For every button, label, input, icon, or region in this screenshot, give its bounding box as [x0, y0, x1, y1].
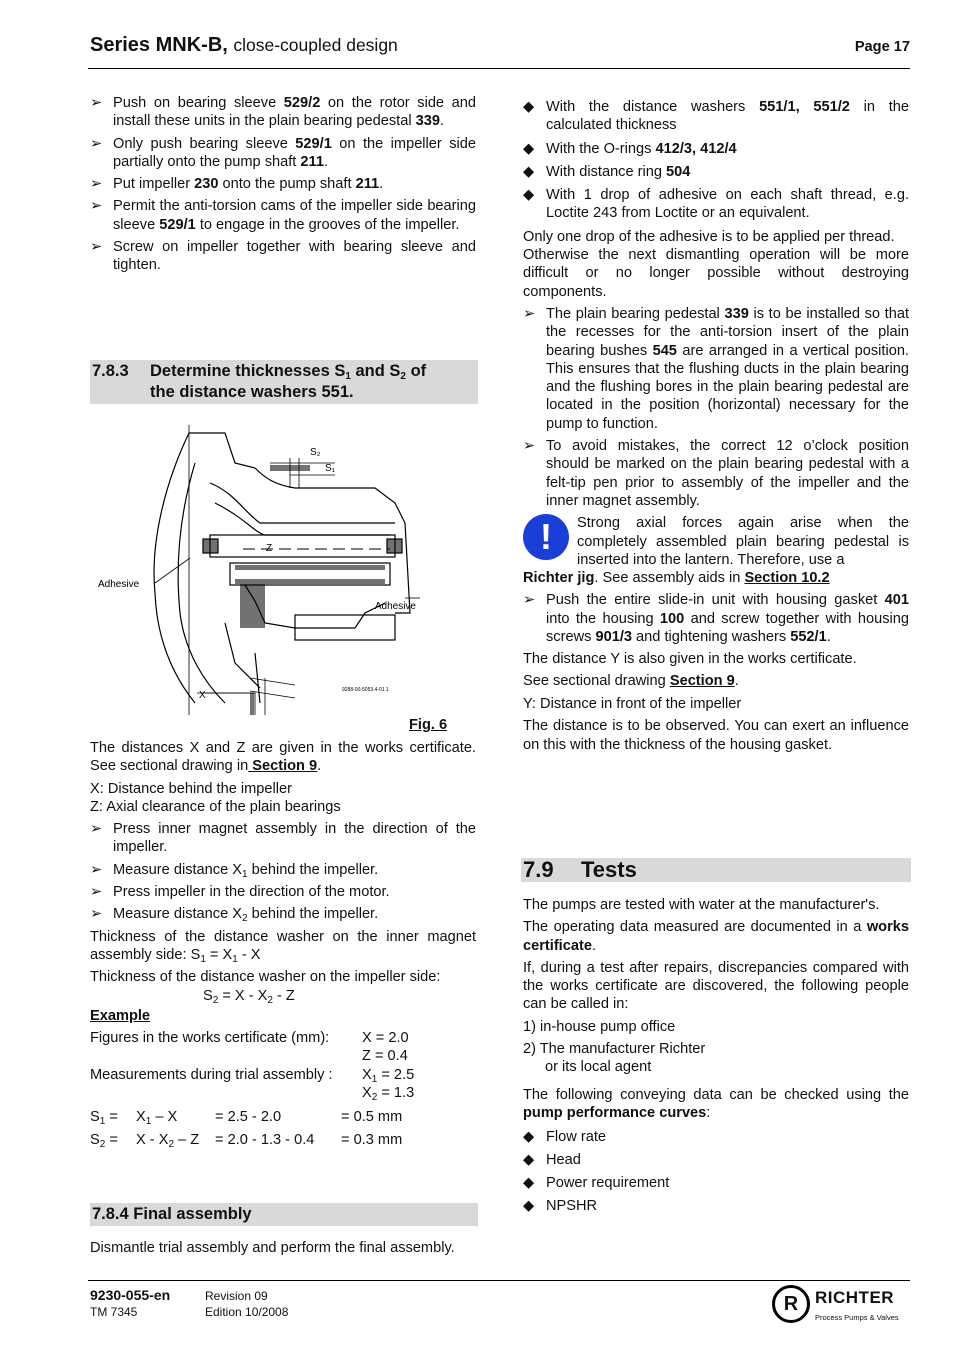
footer-rule	[88, 1280, 910, 1281]
tests-body	[523, 896, 909, 1215]
fig-label-adhesive-left: Adhesive	[98, 579, 140, 590]
see-drawing-paragraph: See sectional drawing Section 9.	[523, 672, 739, 689]
fig-drawing-number: 9288-00-5053.4-01.1	[342, 687, 389, 693]
observe-paragraph: The distance is to be observed. You can exert an influence on this with the thickness of the housing gasket.	[523, 718, 909, 753]
arrow-bullet-icon: ➢	[90, 884, 103, 901]
sectional-drawing-figure	[95, 423, 425, 715]
arrow-bullet-icon: ➢	[90, 95, 103, 111]
fig-label-x: X	[199, 690, 206, 701]
arrow-bullet-icon: ➢	[90, 239, 103, 256]
operating-data-paragraph: The operating data measured are documented in a works certificate.	[523, 919, 909, 954]
final-assembly-paragraph: Dismantle trial assembly and perform the final assembly.	[90, 1240, 455, 1256]
adhesive-drop-paragraph: Only one drop of the adhesive is to be applied per thread.	[523, 228, 895, 245]
bullet-item: ➢ Press inner magnet assembly in the direction of the impeller.	[90, 821, 476, 856]
section-9-link[interactable]: Section 9	[248, 758, 318, 775]
bullet-item: ➢ Permit the anti-torsion cams of the impeller side bearing sleeve 529/1 to engage in the grooves of the impeller.	[90, 198, 476, 233]
fig-label-s1: S₁	[325, 463, 336, 474]
document-number: 9230-055-en	[90, 1287, 171, 1303]
example-table: Figures in the works certificate (mm): X = 2.0 Z = 0.4 Measurements during trial assembly : $X_1 = 2.5$ $X_2 = 1.3$	[90, 1030, 415, 1104]
numbered-item-2: 2) The manufacturer Richter	[523, 1041, 706, 1058]
section-10-2-link[interactable]: Section 10.2	[744, 570, 830, 587]
revision: Revision 09	[205, 1289, 268, 1303]
fig-label-adhesive-right: Adhesive	[374, 601, 416, 612]
exclamation-warning-icon: !	[523, 514, 569, 560]
bullet-item: ➢ Measure distance $X_1$ behind the impeller.	[90, 861, 379, 880]
section-heading-7-9: 7.9 Tests	[521, 858, 911, 882]
diamond-item: ◆ With 1 drop of adhesive on each shaft thread, e.g. Loctite 243 from Loctite or an equivalent.	[523, 187, 909, 222]
repairs-paragraph: If, during a test after repairs, discrepancies compared with the works certificate are discovered, the following people can be called in:	[523, 959, 909, 1013]
diamond-bullet-icon: ◆	[523, 140, 535, 157]
arrow-bullet-icon: ➢	[90, 176, 103, 193]
bullet-item: ➢ Push on bearing sleeve 529/2 on the rotor side and install these units in the plain bearing pedestal 339.	[90, 95, 477, 130]
arrow-bullet-icon: ➢	[523, 305, 536, 322]
series-subtitle: close-coupled design	[233, 35, 398, 55]
arrow-bullet-icon: ➢	[90, 821, 103, 838]
edition: Edition 10/2008	[205, 1305, 289, 1319]
logo-wordmark: RICHTER	[815, 1288, 895, 1307]
definition-y: Y: Distance in front of the impeller	[523, 695, 742, 712]
arrow-bullet-icon: ➢	[523, 438, 536, 455]
diamond-bullet-icon: ◆	[523, 99, 535, 115]
example-heading: Example	[90, 1007, 151, 1024]
diamond-item: ◆ Power requirement	[523, 1174, 670, 1191]
definition-x: X: Distance behind the impeller	[90, 780, 292, 797]
richter-logo-icon: R	[772, 1285, 810, 1323]
bullet-item: ➢ To avoid mistakes, the correct 12 o’clock position should be marked on the plain bearing pedestal with a felt-tip pen prior to assembly of the impeller and the inner magnet assembly.	[523, 438, 909, 509]
left-body	[90, 739, 476, 1150]
left-bullets-top	[90, 94, 476, 275]
diamond-item: ◆ With the distance washers 551/1, 551/2 in the calculated thickness	[523, 99, 909, 134]
thickness-inner-paragraph: Thickness of the distance washer on the inner magnet assembly side: $S_1 = X_1 - X$	[90, 928, 476, 965]
diamond-bullet-icon: ◆	[523, 187, 535, 204]
bullet-item: ➢ Put impeller 230 onto the pump shaft 211.	[90, 176, 384, 193]
diamond-bullet-icon: ◆	[523, 1197, 535, 1214]
results-table: $S_1$ = $X_1$ – X = 2.5 - 2.0 = 0.5 mm $S_2$ = X - $X_2$ – Z = 2.0 - 1.3 - 0.4 = 0.3 mm	[90, 1109, 403, 1151]
right-column-top	[523, 98, 909, 754]
page-header-title	[90, 33, 398, 57]
diamond-bullet-icon: ◆	[523, 1152, 535, 1169]
bullet-item: ➢ The plain bearing pedestal 339 is to be installed so that the recesses for the anti-torsion insert of the plain bearing bushes 545 are arranged in a vertical position. This ensures that the flushing ducts in the plain bearing and the flushing bores in the plain bearing pedestal are located in the position (horizontal) necessary for the pump to function.	[523, 305, 909, 432]
header-rule	[88, 68, 910, 69]
diamond-item: ◆ NPSHR	[523, 1197, 598, 1214]
numbered-item-1: 1) in-house pump office	[523, 1018, 676, 1035]
bullet-item: ➢ Press impeller in the direction of the motor.	[90, 884, 390, 901]
bullet-item: ➢ Only push bearing sleeve 529/1 on the impeller side partially onto the pump shaft 211.	[90, 135, 476, 170]
diamond-bullet-icon: ◆	[523, 163, 535, 180]
bullet-item: ➢ Screw on impeller together with bearing sleeve and tighten.	[90, 239, 476, 274]
bullet-item: ➢ Measure distance $X_2$ behind the impeller.	[90, 906, 379, 925]
distances-paragraph: The distances X and Z are given in the works certificate. See sectional drawing in Section 9.	[90, 740, 476, 775]
diamond-item: ◆ With the O-rings 412/3, 412/4	[523, 140, 737, 157]
arrow-bullet-icon: ➢	[90, 861, 103, 878]
numbered-item-2-cont: or its local agent	[545, 1059, 652, 1076]
arrow-bullet-icon: ➢	[90, 135, 103, 152]
series-name: Series MNK-B,	[90, 34, 228, 56]
definition-z: Z: Axial clearance of the plain bearings	[90, 798, 341, 815]
diamond-item: ◆ With distance ring 504	[523, 163, 691, 180]
arrow-bullet-icon: ➢	[90, 906, 103, 923]
warning-note: ! Strong axial forces again arise when the completely assembled plain bearing pedestal is inserted into the lantern. Therefore, use a Richter jig. See assembly aids in Section 10.2	[523, 515, 909, 587]
diamond-bullet-icon: ◆	[523, 1174, 535, 1191]
richter-logo	[772, 1285, 908, 1325]
arrow-bullet-icon: ➢	[523, 592, 536, 609]
arrow-bullet-icon: ➢	[90, 198, 103, 215]
diamond-item: ◆ Flow rate	[523, 1129, 607, 1146]
thickness-impeller-formula: $S_2 = X - X_2 - Z$	[203, 987, 295, 1006]
tm-number: TM 7345	[90, 1305, 138, 1319]
section-heading-7-8-4: 7.8.4 Final assembly	[90, 1203, 478, 1226]
otherwise-paragraph: Otherwise the next dismantling operation will be more difficult or no longer possible without destroying components.	[523, 247, 909, 300]
page-number: Page 17	[854, 39, 910, 55]
figure-caption: Fig. 6	[409, 717, 448, 733]
section-9-link[interactable]: Section 9	[669, 672, 735, 689]
fig-label-s2: S₂	[310, 447, 321, 458]
logo-tagline: Process Pumps & Valves	[815, 1313, 899, 1322]
bullet-item: ➢ Push the entire slide-in unit with housing gasket 401 into the housing 100 and screw together with housing screws 901/3 and tightening washers 552/1.	[523, 592, 909, 646]
tested-paragraph: The pumps are tested with water at the manufacturer's.	[523, 897, 880, 913]
fig-label-z: Z	[266, 543, 273, 554]
thickness-impeller-paragraph: Thickness of the distance washer on the impeller side:	[90, 969, 441, 986]
distance-y-paragraph: The distance Y is also given in the works certificate.	[523, 651, 857, 668]
section-heading-7-8-3: 7.8.3 Determine thicknesses $S_1$ and $S_2$ of the distance washers 551.	[90, 360, 478, 404]
diamond-bullet-icon: ◆	[523, 1129, 535, 1146]
conveying-paragraph: The following conveying data can be checked using the pump performance curves:	[523, 1086, 909, 1121]
diamond-item: ◆ Head	[523, 1152, 581, 1169]
